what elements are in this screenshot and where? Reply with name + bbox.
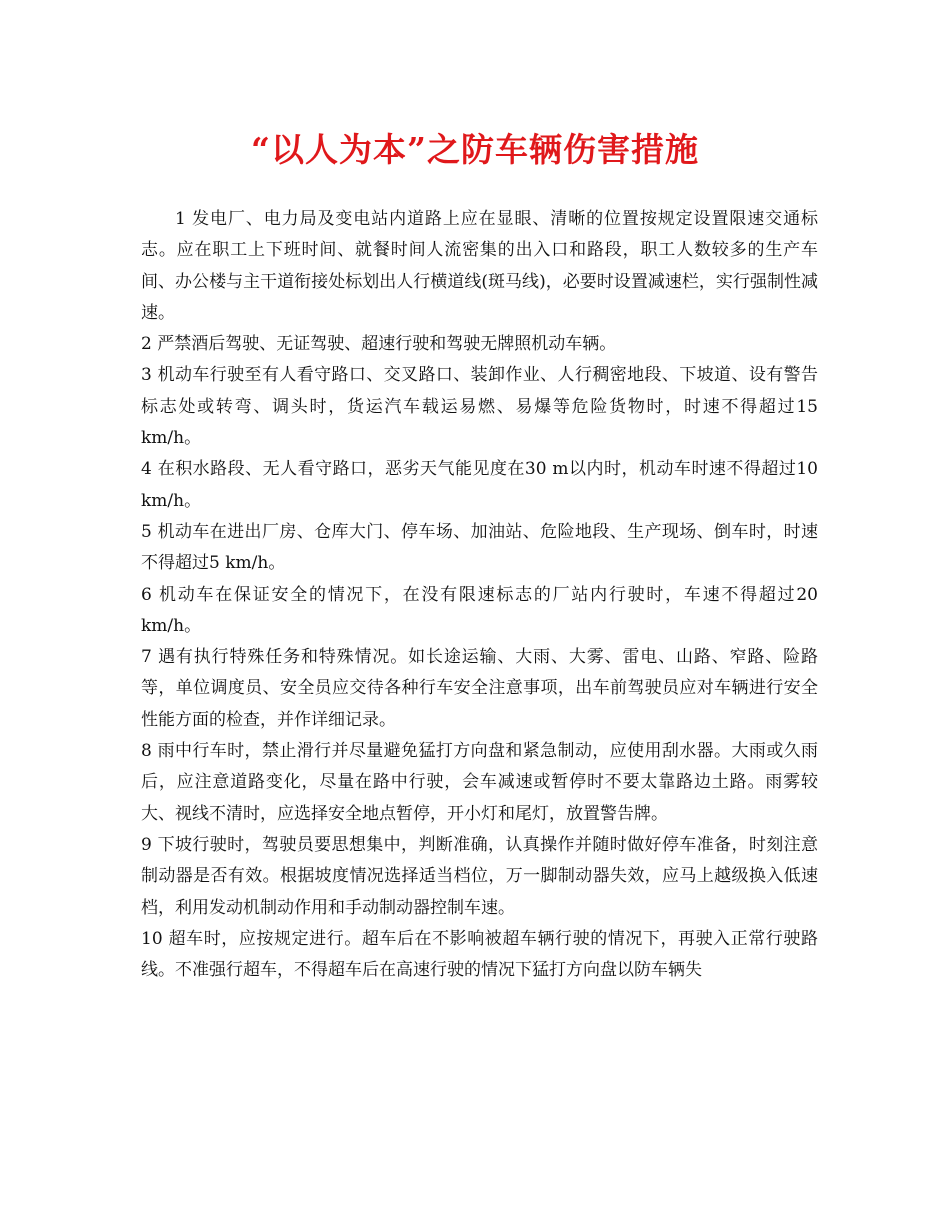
paragraph-1: 1 发电厂、电力局及变电站内道路上应在显眼、清晰的位置按规定设置限速交通标志。应在职工上下班时间、就餐时间人流密集的出入口和路段，职工人数较多的生产车间、办公楼与主干道衔接处标划出人行横道线(斑马线)，必要时设置减速栏，实行强制性减速。: [141, 209, 818, 323]
paragraph-3: 3 机动车行驶至有人看守路口、交叉路口、装卸作业、人行稠密地段、下坡道、设有警告标志处或转弯、调头时，货运汽车载运易燃、易爆等危险货物时，时速不得超过15 km/h。: [141, 365, 818, 449]
paragraph-4: 4 在积水路段、无人看守路口，恶劣天气能见度在30 m以内时，机动车时速不得超过10 km/h。: [141, 459, 818, 511]
paragraph-8: 8 雨中行车时，禁止滑行并尽量避免猛打方向盘和紧急制动，应使用刮水器。大雨或久雨后，应注意道路变化，尽量在路中行驶，会车减速或暂停时不要太靠路边土路。雨雾较大、视线不清时，应选择安全地点暂停，开小灯和尾灯，放置警告牌。: [141, 741, 818, 824]
paragraph-7: 7 遇有执行特殊任务和特殊情况。如长途运输、大雨、大雾、雷电、山路、窄路、险路等，单位调度员、安全员应交待各种行车安全注意事项，出车前驾驶员应对车辆进行安全性能方面的检查，并作详细记录。: [141, 647, 818, 730]
document-body: [141, 204, 818, 986]
paragraph-10: 10 超车时，应按规定进行。超车后在不影响被超车辆行驶的情况下，再驶入正常行驶路线。不准强行超车，不得超车后在高速行驶的情况下猛打方向盘以防车辆失: [141, 928, 818, 981]
paragraph-6: 6 机动车在保证安全的情况下，在没有限速标志的厂站内行驶时，车速不得超过20 km/h。: [141, 584, 818, 636]
paragraph-2: 2 严禁酒后驾驶、无证驾驶、超速行驶和驾驶无牌照机动车辆。: [141, 334, 617, 355]
paragraph-5: 5 机动车在进出厂房、仓库大门、停车场、加油站、危险地段、生产现场、倒车时，时速不得超过5 km/h。: [141, 521, 818, 574]
paragraph-9: 9 下坡行驶时，驾驶员要思想集中，判断准确，认真操作并随时做好停车准备，时刻注意制动器是否有效。根据坡度情况选择适当档位，万一脚制动器失效，应马上越级换入低速档，利用发动机制动作用和手动制动器控制车速。: [141, 834, 818, 918]
page-title: “以人为本”之防车辆伤害措施: [251, 130, 699, 169]
